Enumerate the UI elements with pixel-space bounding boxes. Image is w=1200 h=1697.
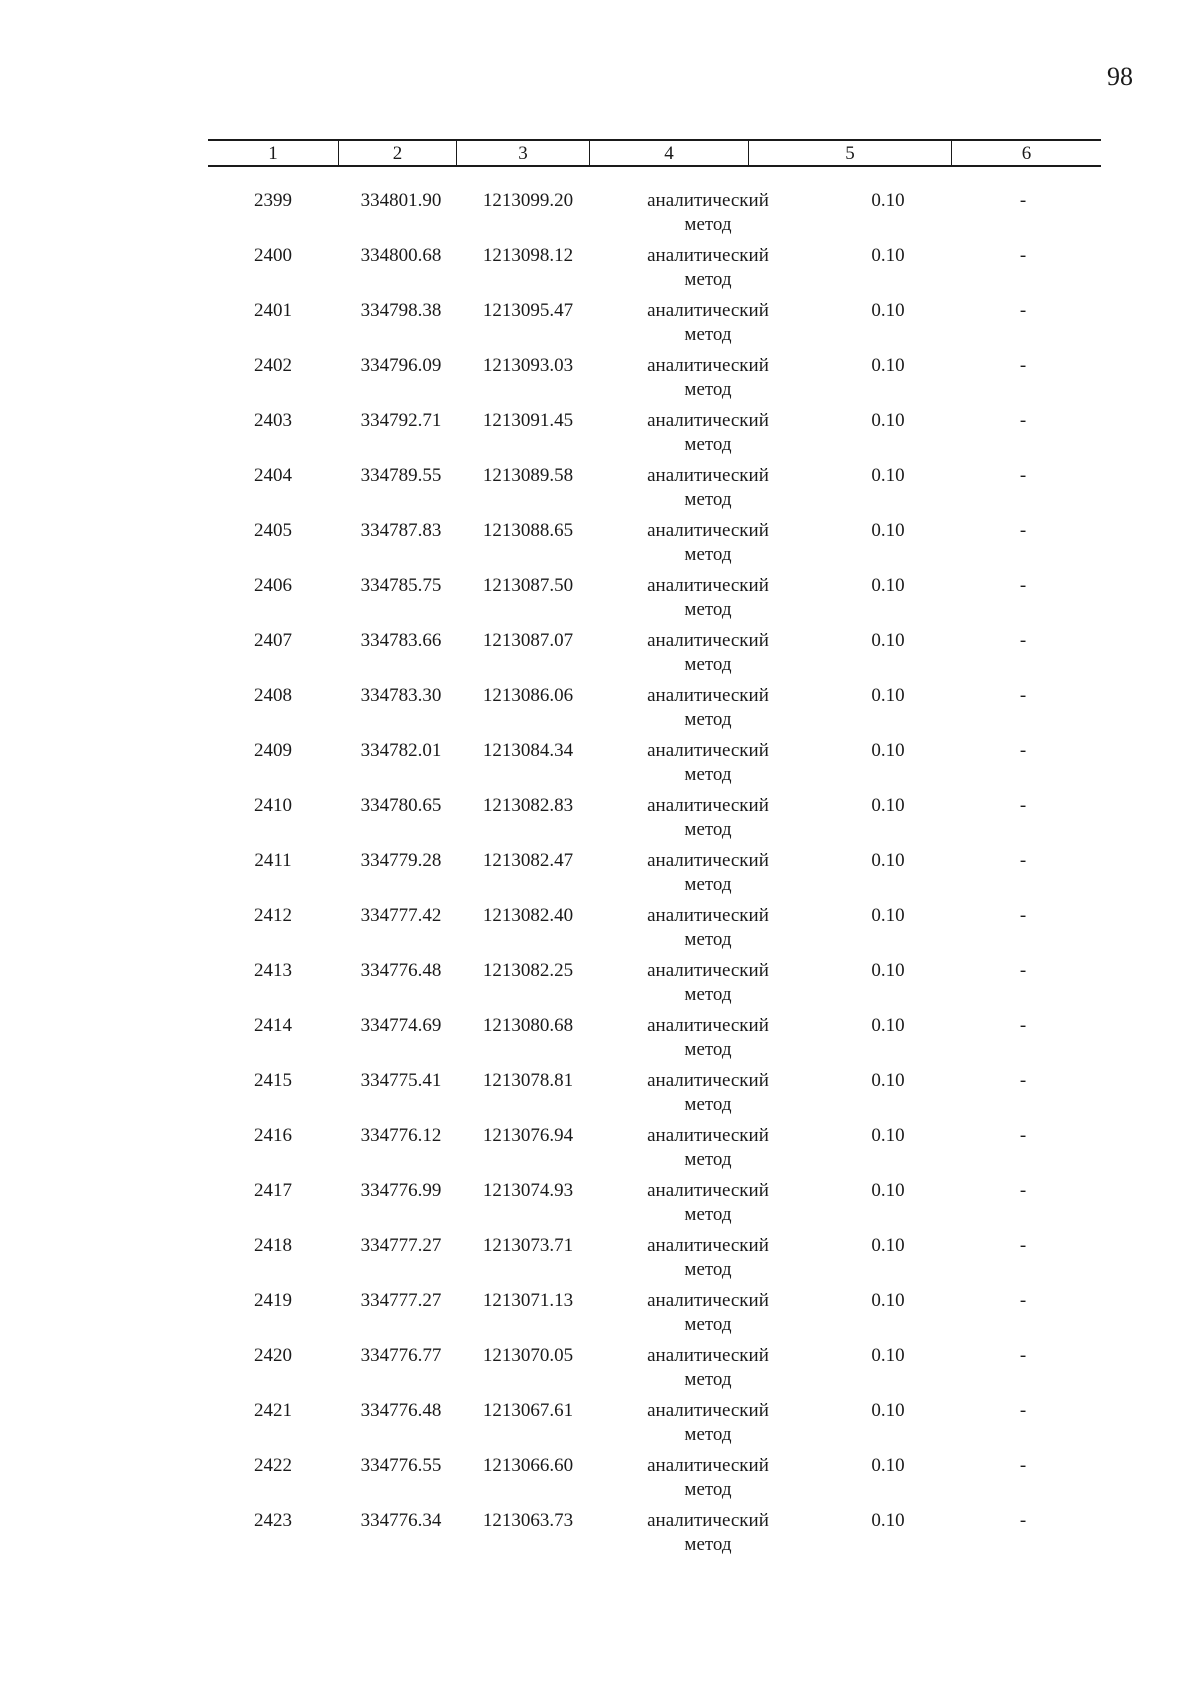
method-line-1: аналитический — [647, 190, 769, 211]
note-value: - — [1019, 905, 1027, 926]
accuracy-value: 0.10 — [871, 300, 905, 321]
table-row — [208, 244, 1101, 299]
coordinate-y: 1213071.13 — [482, 1290, 574, 1311]
point-number: 2405 — [254, 520, 292, 541]
note-value: - — [1019, 1400, 1027, 1421]
method-line-2: метод — [684, 1479, 732, 1500]
accuracy-value: 0.10 — [871, 465, 905, 486]
coordinate-y: 1213076.94 — [482, 1125, 574, 1146]
accuracy-value: 0.10 — [871, 1180, 905, 1201]
note-value: - — [1019, 465, 1027, 486]
point-number: 2399 — [254, 190, 292, 211]
method-line-2: метод — [684, 874, 732, 895]
point-number: 2415 — [254, 1070, 292, 1091]
table-row — [208, 1509, 1101, 1564]
table-row — [208, 1454, 1101, 1509]
method-line-2: метод — [684, 764, 732, 785]
accuracy-value: 0.10 — [871, 1070, 905, 1091]
accuracy-value: 0.10 — [871, 520, 905, 541]
table-row — [208, 1399, 1101, 1454]
coordinate-y: 1213084.34 — [482, 740, 574, 761]
method-line-1: аналитический — [647, 465, 769, 486]
coordinate-y: 1213082.83 — [482, 795, 574, 816]
coordinate-x: 334785.75 — [360, 575, 442, 596]
point-number: 2411 — [254, 850, 292, 871]
accuracy-value: 0.10 — [871, 630, 905, 651]
method-line-1: аналитический — [647, 795, 769, 816]
accuracy-value: 0.10 — [871, 1015, 905, 1036]
method-line-1: аналитический — [647, 355, 769, 376]
note-value: - — [1019, 190, 1027, 211]
coordinate-y: 1213078.81 — [482, 1070, 574, 1091]
note-value: - — [1019, 1125, 1027, 1146]
coordinate-y: 1213093.03 — [482, 355, 574, 376]
note-value: - — [1019, 1235, 1027, 1256]
coordinate-y: 1213089.58 — [482, 465, 574, 486]
note-value: - — [1019, 1070, 1027, 1091]
point-number: 2412 — [254, 905, 292, 926]
point-number: 2416 — [254, 1125, 292, 1146]
point-number: 2417 — [254, 1180, 292, 1201]
method-line-2: метод — [684, 1149, 732, 1170]
note-value: - — [1019, 795, 1027, 816]
point-number: 2404 — [254, 465, 292, 486]
point-number: 2423 — [254, 1510, 292, 1531]
method-line-1: аналитический — [647, 1345, 769, 1366]
method-line-2: метод — [684, 324, 732, 345]
note-value: - — [1019, 575, 1027, 596]
header-col-3: 3 — [518, 143, 528, 164]
note-value: - — [1019, 1455, 1027, 1476]
method-line-2: метод — [684, 379, 732, 400]
coordinate-x: 334800.68 — [360, 245, 442, 266]
coordinate-y: 1213095.47 — [482, 300, 574, 321]
method-line-1: аналитический — [647, 1180, 769, 1201]
method-line-1: аналитический — [647, 630, 769, 651]
accuracy-value: 0.10 — [871, 245, 905, 266]
coordinate-x: 334776.34 — [360, 1510, 442, 1531]
method-line-2: метод — [684, 1314, 732, 1335]
method-line-1: аналитический — [647, 575, 769, 596]
coordinate-x: 334776.48 — [360, 960, 442, 981]
coordinate-y: 1213082.25 — [482, 960, 574, 981]
table-row — [208, 189, 1101, 244]
table-row — [208, 574, 1101, 629]
note-value: - — [1019, 685, 1027, 706]
coordinate-x: 334787.83 — [360, 520, 442, 541]
coordinate-x: 334777.27 — [360, 1235, 442, 1256]
coordinate-y: 1213082.47 — [482, 850, 574, 871]
method-line-2: метод — [684, 489, 732, 510]
accuracy-value: 0.10 — [871, 685, 905, 706]
point-number: 2400 — [254, 245, 292, 266]
coordinate-x: 334774.69 — [360, 1015, 442, 1036]
note-value: - — [1019, 1510, 1027, 1531]
table-row — [208, 1069, 1101, 1124]
coordinate-x: 334777.42 — [360, 905, 442, 926]
method-line-2: метод — [684, 929, 732, 950]
note-value: - — [1019, 520, 1027, 541]
accuracy-value: 0.10 — [871, 1125, 905, 1146]
method-line-1: аналитический — [647, 1455, 769, 1476]
accuracy-value: 0.10 — [871, 740, 905, 761]
table-row — [208, 1344, 1101, 1399]
method-line-2: метод — [684, 269, 732, 290]
coordinate-x: 334776.99 — [360, 1180, 442, 1201]
coordinate-x: 334777.27 — [360, 1290, 442, 1311]
method-line-1: аналитический — [647, 1400, 769, 1421]
accuracy-value: 0.10 — [871, 795, 905, 816]
coordinate-y: 1213067.61 — [482, 1400, 574, 1421]
point-number: 2408 — [254, 685, 292, 706]
method-line-2: метод — [684, 1094, 732, 1115]
table-row — [208, 1014, 1101, 1069]
coordinate-y: 1213082.40 — [482, 905, 574, 926]
coordinate-x: 334776.55 — [360, 1455, 442, 1476]
table-row — [208, 904, 1101, 959]
table-row — [208, 409, 1101, 464]
coordinate-y: 1213091.45 — [482, 410, 574, 431]
table-row — [208, 849, 1101, 904]
accuracy-value: 0.10 — [871, 190, 905, 211]
accuracy-value: 0.10 — [871, 410, 905, 431]
coordinate-y: 1213080.68 — [482, 1015, 574, 1036]
coordinate-x: 334782.01 — [360, 740, 442, 761]
method-line-1: аналитический — [647, 1290, 769, 1311]
point-number: 2418 — [254, 1235, 292, 1256]
coordinate-x: 334783.66 — [360, 630, 442, 651]
method-line-2: метод — [684, 434, 732, 455]
method-line-2: метод — [684, 1259, 732, 1280]
accuracy-value: 0.10 — [871, 850, 905, 871]
point-number: 2410 — [254, 795, 292, 816]
coordinate-x: 334789.55 — [360, 465, 442, 486]
table-row — [208, 684, 1101, 739]
method-line-2: метод — [684, 544, 732, 565]
note-value: - — [1019, 355, 1027, 376]
accuracy-value: 0.10 — [871, 1345, 905, 1366]
point-number: 2413 — [254, 960, 292, 981]
method-line-1: аналитический — [647, 960, 769, 981]
coordinate-x: 334776.12 — [360, 1125, 442, 1146]
accuracy-value: 0.10 — [871, 1290, 905, 1311]
method-line-1: аналитический — [647, 520, 769, 541]
note-value: - — [1019, 1345, 1027, 1366]
coordinate-x: 334779.28 — [360, 850, 442, 871]
coordinate-x: 334776.48 — [360, 1400, 442, 1421]
coordinate-x: 334798.38 — [360, 300, 442, 321]
note-value: - — [1019, 300, 1027, 321]
coordinate-x: 334801.90 — [360, 190, 442, 211]
note-value: - — [1019, 245, 1027, 266]
note-value: - — [1019, 630, 1027, 651]
point-number: 2421 — [254, 1400, 292, 1421]
table-row — [208, 1289, 1101, 1344]
point-number: 2414 — [254, 1015, 292, 1036]
table-row — [208, 739, 1101, 794]
note-value: - — [1019, 1290, 1027, 1311]
method-line-1: аналитический — [647, 905, 769, 926]
table-row — [208, 959, 1101, 1014]
page-number: 98 — [1107, 62, 1133, 91]
header-col-6: 6 — [1021, 143, 1032, 164]
accuracy-value: 0.10 — [871, 355, 905, 376]
header-col-1: 1 — [268, 143, 278, 164]
point-number: 2402 — [254, 355, 292, 376]
note-value: - — [1019, 740, 1027, 761]
method-line-1: аналитический — [647, 410, 769, 431]
coordinate-y: 1213088.65 — [482, 520, 574, 541]
coordinate-y: 1213099.20 — [482, 190, 574, 211]
header-col-5: 5 — [845, 143, 855, 164]
coordinate-x: 334792.71 — [360, 410, 442, 431]
accuracy-value: 0.10 — [871, 960, 905, 981]
method-line-2: метод — [684, 1039, 732, 1060]
method-line-1: аналитический — [647, 300, 769, 321]
table-row — [208, 464, 1101, 519]
table-header — [208, 139, 1101, 167]
method-line-1: аналитический — [647, 1015, 769, 1036]
method-line-1: аналитический — [647, 1510, 769, 1531]
method-line-2: метод — [684, 1424, 732, 1445]
header-col-4: 4 — [664, 143, 674, 164]
coordinate-x: 334776.77 — [360, 1345, 442, 1366]
method-line-2: метод — [684, 599, 732, 620]
coordinate-y: 1213074.93 — [482, 1180, 574, 1201]
method-line-1: аналитический — [647, 1125, 769, 1146]
coordinate-y: 1213073.71 — [482, 1235, 574, 1256]
method-line-2: метод — [684, 1534, 732, 1555]
accuracy-value: 0.10 — [871, 1455, 905, 1476]
method-line-2: метод — [684, 654, 732, 675]
method-line-2: метод — [684, 214, 732, 235]
point-number: 2407 — [254, 630, 292, 651]
coordinate-y: 1213066.60 — [482, 1455, 574, 1476]
method-line-2: метод — [684, 1369, 732, 1390]
table-body — [208, 189, 1101, 1564]
table-row — [208, 354, 1101, 409]
table-row — [208, 299, 1101, 354]
method-line-1: аналитический — [647, 740, 769, 761]
table-row — [208, 1124, 1101, 1179]
accuracy-value: 0.10 — [871, 575, 905, 596]
note-value: - — [1019, 1180, 1027, 1201]
accuracy-value: 0.10 — [871, 1400, 905, 1421]
point-number: 2422 — [254, 1455, 292, 1476]
coordinate-y: 1213086.06 — [482, 685, 574, 706]
note-value: - — [1019, 1015, 1027, 1036]
coordinate-x: 334783.30 — [360, 685, 442, 706]
table-row — [208, 1234, 1101, 1289]
method-line-1: аналитический — [647, 685, 769, 706]
point-number: 2406 — [254, 575, 292, 596]
method-line-1: аналитический — [647, 1070, 769, 1091]
coordinate-y: 1213098.12 — [482, 245, 574, 266]
point-number: 2401 — [254, 300, 292, 321]
note-value: - — [1019, 850, 1027, 871]
table-row — [208, 794, 1101, 849]
coordinate-x: 334796.09 — [360, 355, 442, 376]
table-row — [208, 519, 1101, 574]
coordinate-y: 1213070.05 — [482, 1345, 574, 1366]
method-line-1: аналитический — [647, 850, 769, 871]
header-col-2: 2 — [392, 143, 403, 164]
point-number: 2409 — [254, 740, 292, 761]
point-number: 2419 — [254, 1290, 292, 1311]
note-value: - — [1019, 410, 1027, 431]
method-line-2: метод — [684, 984, 732, 1005]
point-number: 2403 — [254, 410, 292, 431]
coordinate-y: 1213087.50 — [482, 575, 574, 596]
coordinate-x: 334780.65 — [360, 795, 442, 816]
method-line-2: метод — [684, 819, 732, 840]
table-row — [208, 629, 1101, 684]
coordinate-x: 334775.41 — [360, 1070, 442, 1091]
method-line-2: метод — [684, 1204, 732, 1225]
point-number: 2420 — [254, 1345, 292, 1366]
method-line-1: аналитический — [647, 1235, 769, 1256]
accuracy-value: 0.10 — [871, 1235, 905, 1256]
coordinate-y: 1213063.73 — [482, 1510, 574, 1531]
accuracy-value: 0.10 — [871, 905, 905, 926]
note-value: - — [1019, 960, 1027, 981]
table-row — [208, 1179, 1101, 1234]
accuracy-value: 0.10 — [871, 1510, 905, 1531]
coordinate-y: 1213087.07 — [482, 630, 574, 651]
method-line-1: аналитический — [647, 245, 769, 266]
method-line-2: метод — [684, 709, 732, 730]
